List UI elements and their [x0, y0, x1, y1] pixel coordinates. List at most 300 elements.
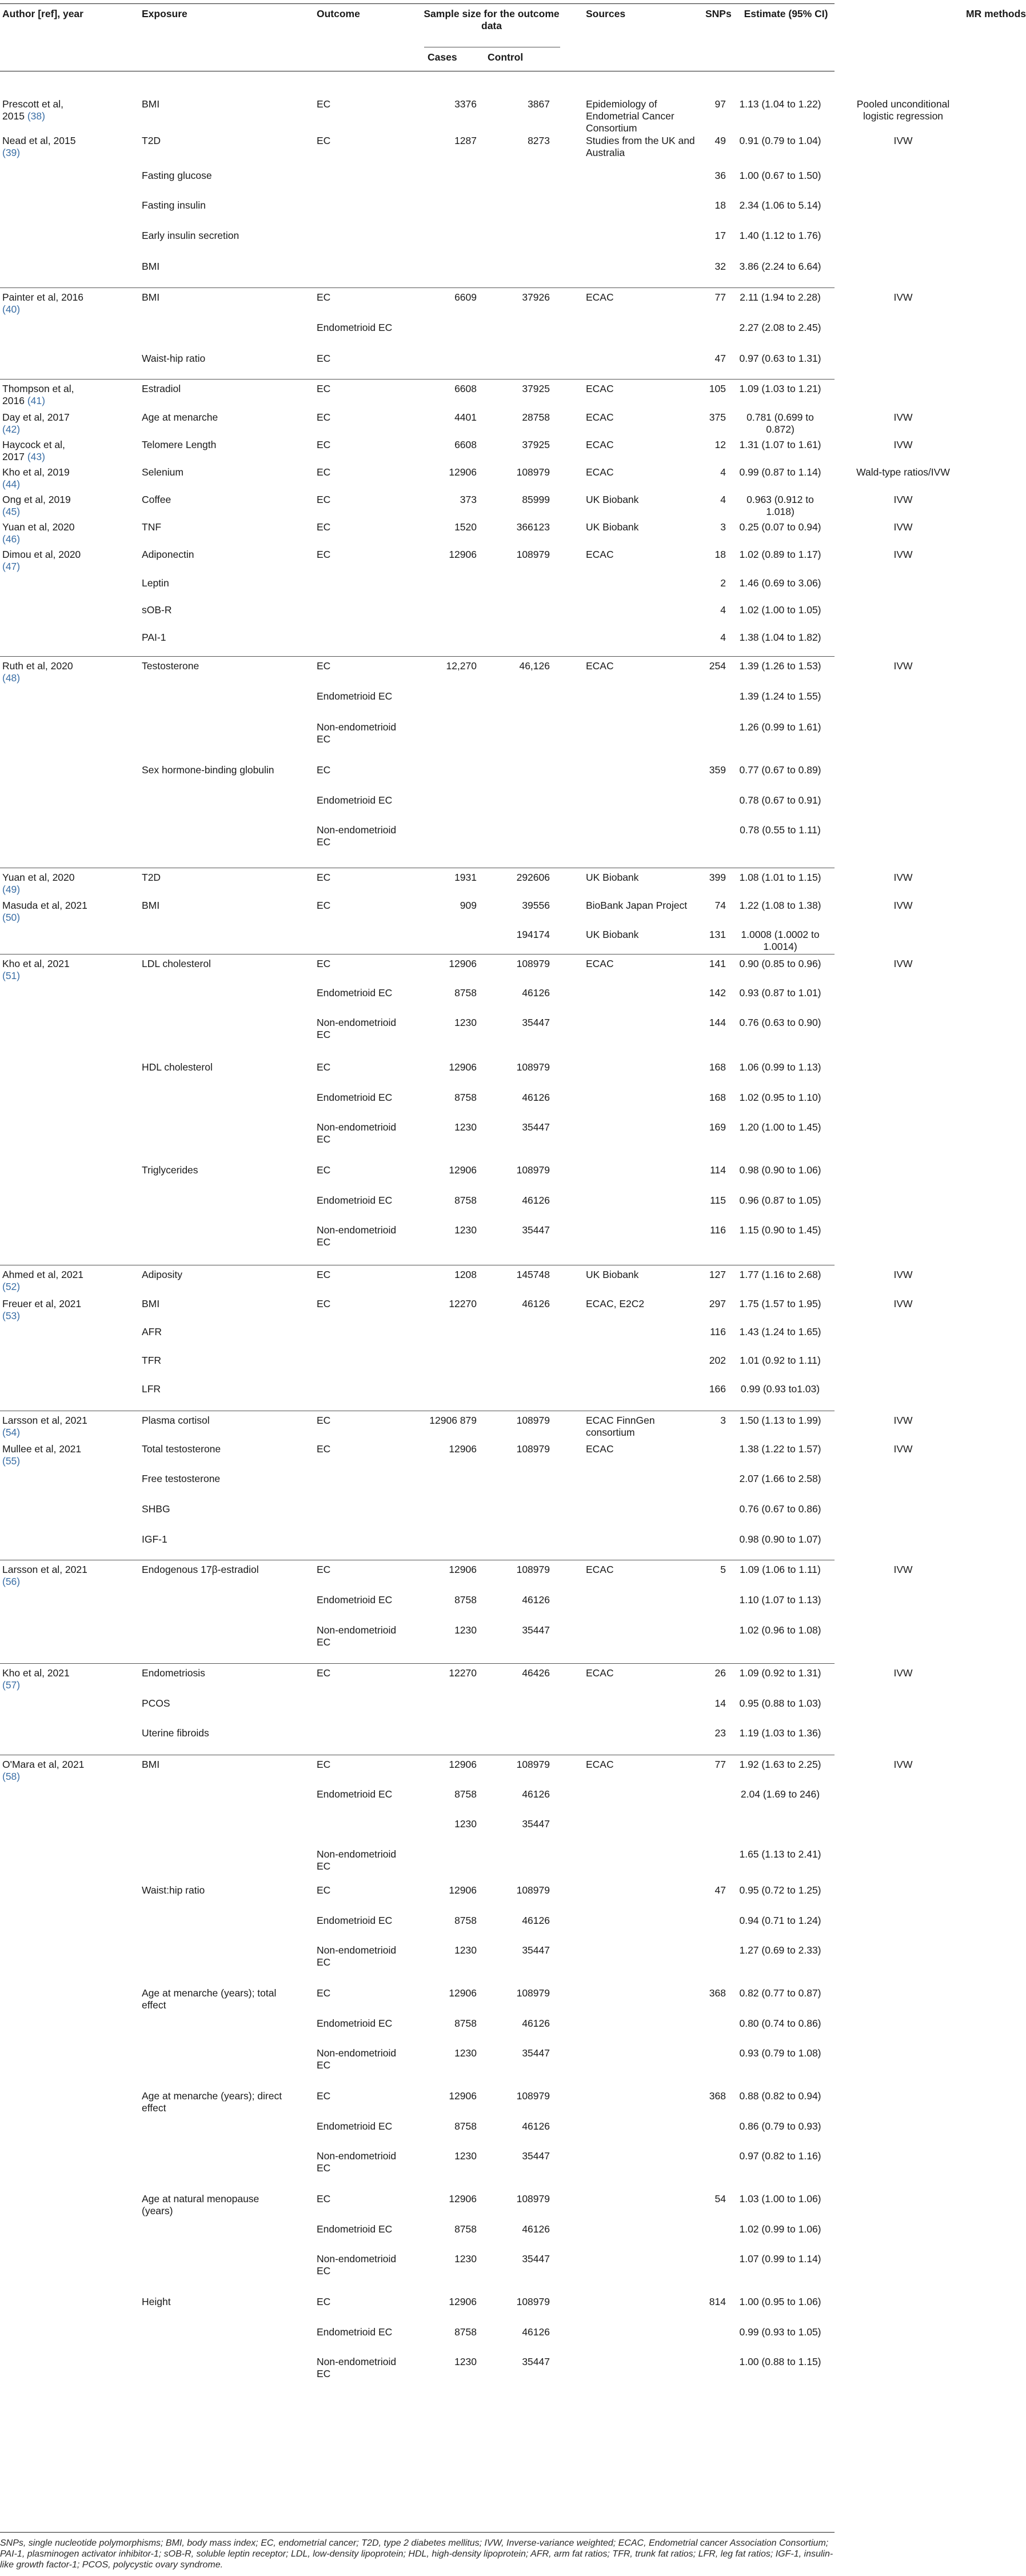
cell-snps: 18	[714, 199, 726, 211]
cell-snps: 17	[714, 230, 726, 241]
cell-control: 46,126	[519, 660, 550, 672]
cell-snps: 97	[714, 98, 726, 110]
author-name: Prescott et al, 2015	[2, 98, 63, 122]
cell-estimate: 1.09 (1.03 to 1.21)	[739, 383, 821, 394]
cell-estimate: 1.26 (0.99 to 1.61)	[739, 721, 821, 733]
cell-estimate: 1.02 (0.99 to 1.06)	[739, 2223, 821, 2235]
author-name: Larsson et al, 2021	[2, 1415, 87, 1426]
cell-exposure: Coffee	[142, 494, 171, 505]
cell-author	[2, 1667, 88, 1691]
cell-sources: ECAC	[586, 1564, 614, 1575]
cell-exposure: Triglycerides	[142, 1164, 198, 1176]
cell-exposure: Uterine fibroids	[142, 1727, 209, 1739]
cell-sources: ECAC	[586, 383, 614, 394]
cell-exposure: Age at menarche	[142, 412, 218, 423]
row-separator	[0, 1663, 835, 1664]
cell-estimate: 1.02 (0.89 to 1.17)	[739, 549, 821, 560]
cell-cases: 8758	[454, 1195, 477, 1206]
cell-snps: 116	[710, 1224, 726, 1236]
author-name: Larsson et al, 2021	[2, 1564, 87, 1575]
cell-cases: 373	[460, 494, 477, 505]
cell-author	[2, 1415, 88, 1439]
cell-outcome: EC	[317, 900, 331, 911]
cell-cases: 1520	[454, 521, 477, 533]
reference-link[interactable]: (43)	[27, 451, 45, 462]
cell-cases: 12906	[449, 1164, 477, 1176]
reference-link[interactable]: (58)	[2, 1771, 21, 1782]
cell-outcome: Non-endometrioid EC	[317, 1017, 397, 1040]
row-separator	[0, 656, 835, 657]
cell-snps: 114	[710, 1164, 726, 1176]
cell-exposure: T2D	[142, 872, 161, 883]
cell-exposure: SHBG	[142, 1503, 170, 1515]
cell-control: 35447	[522, 1944, 550, 1956]
cell-estimate: 0.97 (0.82 to 1.16)	[739, 2150, 821, 2162]
reference-link[interactable]: (57)	[2, 1679, 21, 1691]
cell-exposure: BMI	[142, 261, 160, 272]
cell-exposure: Fasting insulin	[142, 199, 206, 211]
cell-outcome: Endometrioid EC	[317, 2326, 393, 2338]
cell-estimate: 1.40 (1.12 to 1.76)	[739, 230, 821, 241]
cell-snps: 814	[709, 2296, 726, 2307]
cell-estimate: 2.34 (1.06 to 5.14)	[739, 199, 821, 211]
cell-cases: 1230	[454, 1121, 477, 1133]
cell-method: IVW	[893, 439, 913, 450]
cell-author	[2, 383, 88, 407]
cell-control: 108979	[516, 549, 550, 560]
cell-snps: 49	[714, 135, 726, 146]
cell-control: 145748	[516, 1269, 550, 1280]
cell-snps: 77	[714, 291, 726, 303]
cell-outcome: EC	[317, 466, 331, 478]
cell-cases: 1230	[454, 1017, 477, 1028]
cell-control: 46126	[522, 1594, 550, 1605]
reference-link[interactable]: (41)	[27, 395, 45, 406]
cell-exposure: Adiponectin	[142, 549, 194, 560]
cell-method: IVW	[893, 872, 913, 883]
cell-estimate: 2.27 (2.08 to 2.45)	[739, 322, 821, 333]
cell-outcome: Endometrioid EC	[317, 1915, 393, 1926]
cell-estimate: 1.00 (0.88 to 1.15)	[739, 2356, 821, 2367]
cell-control: 35447	[522, 1121, 550, 1133]
cell-snps: 4	[720, 494, 726, 505]
cell-cases: 6608	[454, 439, 477, 450]
cell-snps: 5	[720, 1564, 726, 1575]
cell-sources: ECAC	[586, 549, 614, 560]
reference-link[interactable]: (51)	[2, 970, 21, 981]
cell-sources: Epidemiology of Endometrial Cancer Consortium	[586, 98, 674, 134]
cell-estimate: 0.90 (0.85 to 0.96)	[739, 958, 821, 969]
cell-sources: ECAC	[586, 660, 614, 672]
cell-sources: ECAC	[586, 1667, 614, 1679]
cell-outcome: Non-endometrioid EC	[317, 2356, 397, 2379]
cell-snps: 77	[714, 1759, 726, 1770]
cell-snps: 23	[714, 1727, 726, 1739]
cell-estimate: 0.91 (0.79 to 1.04)	[739, 135, 821, 146]
cell-control: 35447	[522, 1017, 550, 1028]
cell-outcome: Endometrioid EC	[317, 322, 393, 333]
cell-snps: 166	[709, 1383, 726, 1395]
table-bottom-rule	[0, 2532, 835, 2533]
cell-snps: 168	[709, 1061, 726, 1073]
cell-outcome: EC	[317, 1061, 331, 1073]
cell-control: 35447	[522, 2356, 550, 2367]
cell-snps: 47	[714, 1884, 726, 1896]
cell-outcome: Endometrioid EC	[317, 1788, 393, 1800]
cell-cases: 12,270	[446, 660, 477, 672]
cell-estimate: 1.13 (1.04 to 1.22)	[739, 98, 821, 110]
cell-snps: 4	[720, 632, 726, 643]
cell-cases: 8758	[454, 987, 477, 999]
cell-snps: 54	[714, 2193, 726, 2204]
cell-control: 35447	[522, 1624, 550, 1636]
cell-estimate: 1.31 (1.07 to 1.61)	[739, 439, 821, 450]
cell-estimate: 1.27 (0.69 to 2.33)	[739, 1944, 821, 1956]
cell-outcome: EC	[317, 2296, 331, 2307]
cell-control: 108979	[516, 1443, 550, 1455]
cell-control: 108979	[516, 1987, 550, 1999]
author-name: Yuan et al, 2020	[2, 521, 75, 533]
cell-method: IVW	[893, 1269, 913, 1280]
cell-outcome: Non-endometrioid EC	[317, 1121, 397, 1145]
cell-cases: 12906	[449, 1564, 477, 1575]
cell-outcome: Endometrioid EC	[317, 794, 393, 806]
cell-estimate: 1.75 (1.57 to 1.95)	[739, 1298, 821, 1309]
cell-estimate: 0.96 (0.87 to 1.05)	[739, 1195, 821, 1206]
cell-estimate: 0.99 (0.87 to 1.14)	[739, 466, 821, 478]
author-name: Dimou et al, 2020	[2, 549, 81, 560]
cell-cases: 1230	[454, 1818, 477, 1830]
cell-control: 46126	[522, 1788, 550, 1800]
header-sample-size: Sample size for the outcome data	[424, 8, 560, 31]
cell-cases: 12906	[449, 549, 477, 560]
cell-cases: 8758	[454, 1594, 477, 1605]
cell-control: 46126	[522, 1298, 550, 1309]
cell-cases: 12270	[449, 1298, 477, 1309]
cell-snps: 131	[709, 929, 726, 940]
cell-control: 108979	[516, 1564, 550, 1575]
cell-estimate: 1.38 (1.22 to 1.57)	[739, 1443, 821, 1455]
cell-sources: ECAC	[586, 291, 614, 303]
cell-cases: 909	[460, 900, 477, 911]
reference-link[interactable]: (56)	[2, 1576, 21, 1587]
cell-author	[2, 660, 88, 684]
cell-outcome: EC	[317, 2090, 331, 2102]
cell-method: IVW	[893, 1298, 913, 1309]
cell-snps: 169	[709, 1121, 726, 1133]
reference-link[interactable]: (45)	[2, 506, 21, 517]
cell-outcome: EC	[317, 549, 331, 560]
reference-link[interactable]: (54)	[2, 1427, 21, 1438]
cell-method: IVW	[893, 1415, 913, 1426]
header-author: Author [ref], year	[2, 8, 83, 19]
author-name: Kho et al, 2019	[2, 466, 70, 478]
cell-snps: 368	[709, 1987, 726, 1999]
reference-link[interactable]: (55)	[2, 1455, 21, 1467]
cell-snps: 105	[709, 383, 726, 394]
reference-link[interactable]: (42)	[2, 424, 21, 435]
cell-estimate: 0.78 (0.55 to 1.11)	[740, 824, 821, 836]
cell-sources: ECAC	[586, 439, 614, 450]
cell-exposure: Leptin	[142, 577, 169, 589]
cell-snps: 115	[710, 1195, 726, 1206]
cell-author	[2, 412, 88, 436]
cell-estimate: 1.92 (1.63 to 2.25)	[739, 1759, 821, 1770]
cell-estimate: 1.46 (0.69 to 3.06)	[739, 577, 821, 589]
cell-outcome: EC	[317, 1884, 331, 1896]
cell-control: 3867	[528, 98, 550, 110]
cell-sources: ECAC	[586, 958, 614, 969]
reference-link[interactable]: (52)	[2, 1281, 21, 1292]
author-name: Thompson et al, 2016	[2, 383, 74, 406]
cell-snps: 368	[709, 2090, 726, 2102]
cell-estimate: 0.963 (0.912 to 1.018)	[746, 494, 814, 517]
cell-outcome: EC	[317, 383, 331, 394]
cell-control: 108979	[516, 466, 550, 478]
cell-exposure: T2D	[142, 135, 161, 146]
cell-cases: 8758	[454, 2326, 477, 2338]
cell-estimate: 1.02 (0.96 to 1.08)	[739, 1624, 821, 1636]
cell-cases: 3376	[454, 98, 477, 110]
author-name: Day et al, 2017	[2, 412, 70, 423]
cell-exposure: BMI	[142, 900, 160, 911]
cell-exposure: Age at natural menopause (years)	[142, 2193, 260, 2216]
reference-link[interactable]: (39)	[2, 147, 21, 158]
cell-estimate: 1.07 (0.99 to 1.14)	[739, 2253, 821, 2265]
cell-estimate: 2.07 (1.66 to 2.58)	[739, 1473, 821, 1484]
cell-snps: 18	[714, 549, 726, 560]
cell-outcome: EC	[317, 439, 331, 450]
cell-outcome: EC	[317, 353, 331, 364]
reference-link[interactable]: (38)	[27, 110, 45, 122]
cell-snps: 12	[714, 439, 726, 450]
cell-sources: ECAC, E2C2	[586, 1298, 645, 1309]
cell-control: 292606	[516, 872, 550, 883]
author-name: Kho et al, 2021	[2, 1667, 70, 1679]
cell-outcome: EC	[317, 1443, 331, 1455]
cell-outcome: EC	[317, 2193, 331, 2204]
cell-author	[2, 439, 88, 463]
reference-link[interactable]: (50)	[2, 912, 21, 923]
cell-snps: 4	[720, 604, 726, 616]
cell-cases: 1230	[454, 2150, 477, 2162]
cell-outcome: Non-endometrioid EC	[317, 824, 397, 848]
cell-cases: 12270	[449, 1667, 477, 1679]
cell-author	[2, 521, 88, 545]
cell-control: 108979	[516, 1164, 550, 1176]
reference-link[interactable]: (49)	[2, 884, 21, 895]
cell-method: IVW	[893, 958, 913, 969]
cell-snps: 127	[709, 1269, 726, 1280]
cell-control: 39556	[522, 900, 550, 911]
author-name: Painter et al, 2016	[2, 291, 84, 303]
author-name: O'Mara et al, 2021	[2, 1759, 85, 1770]
cell-outcome: Endometrioid EC	[317, 987, 393, 999]
cell-exposure: BMI	[142, 1298, 160, 1309]
cell-outcome: EC	[317, 764, 331, 776]
cell-outcome: Non-endometrioid EC	[317, 2150, 397, 2174]
cell-sources: ECAC FinnGen consortium	[586, 1415, 655, 1438]
cell-estimate: 1.00 (0.67 to 1.50)	[739, 170, 821, 181]
cell-exposure: Age at menarche (years); total effect	[142, 1987, 277, 2011]
table-footnote: SNPs, single nucleotide polymorphisms; BMI, body mass index; EC, endometrial cancer; T2D, type 2 diabetes mellitus; IVW, Inverse-variance weighted; ECAC, Endometrial cancer Association Consortium; PAI-1, plasminogen activator inhibitor-1; sOB-R, soluble leptin receptor; LDL, low-density lipoprotein; HDL, high-density lipoprotein; AFR, arm fat ratios; TFR, trunk fat ratios; LFR, leg fat ratios; IGF-1, insulin-like growth factor-1; PCOS, polycystic ovary syndrome.	[0, 2538, 833, 2570]
cell-estimate: 1.08 (1.01 to 1.15)	[739, 872, 821, 883]
cell-control: 85999	[522, 494, 550, 505]
header-estimate: Estimate (95% CI)	[744, 8, 828, 19]
cell-outcome: Non-endometrioid EC	[317, 1224, 397, 1248]
reference-link[interactable]: (46)	[2, 533, 21, 545]
cell-cases: 1230	[454, 2047, 477, 2059]
cell-estimate: 1.0008 (1.0002 to 1.0014)	[741, 929, 820, 952]
cell-estimate: 0.93 (0.79 to 1.08)	[739, 2047, 821, 2059]
cell-exposure: BMI	[142, 1759, 160, 1770]
cell-cases: 12906	[449, 2296, 477, 2307]
cell-exposure: HDL cholesterol	[142, 1061, 213, 1073]
cell-estimate: 0.94 (0.71 to 1.24)	[739, 1915, 821, 1926]
cell-estimate: 0.99 (0.93 to 1.05)	[739, 2326, 821, 2338]
author-name: Ong et al, 2019	[2, 494, 71, 505]
cell-estimate: 0.82 (0.77 to 0.87)	[739, 1987, 821, 1999]
cell-cases: 12906	[449, 1759, 477, 1770]
cell-estimate: 1.02 (0.95 to 1.10)	[739, 1092, 821, 1103]
header-outcome: Outcome	[317, 8, 360, 19]
cell-exposure: Estradiol	[142, 383, 181, 394]
cell-estimate: 1.20 (1.00 to 1.45)	[739, 1121, 821, 1133]
cell-control: 46126	[522, 2223, 550, 2235]
cell-control: 37926	[522, 291, 550, 303]
cell-estimate: 3.86 (2.24 to 6.64)	[739, 261, 821, 272]
cell-sources: Studies from the UK and Australia	[586, 135, 695, 158]
cell-sources: UK Biobank	[586, 1269, 639, 1280]
cell-outcome: EC	[317, 98, 331, 110]
header-sources: Sources	[586, 8, 626, 19]
cell-estimate: 1.77 (1.16 to 2.68)	[739, 1269, 821, 1280]
cell-cases: 1230	[454, 1624, 477, 1636]
cell-cases: 4401	[454, 412, 477, 423]
cell-control: 108979	[516, 2193, 550, 2204]
cell-control: 35447	[522, 2150, 550, 2162]
cell-estimate: 1.38 (1.04 to 1.82)	[739, 632, 821, 643]
cell-exposure: Early insulin secretion	[142, 230, 239, 241]
cell-sources: UK Biobank	[586, 929, 639, 940]
table-top-rule	[0, 3, 835, 4]
cell-exposure: LDL cholesterol	[142, 958, 211, 969]
cell-author	[2, 494, 88, 518]
reference-link[interactable]: (44)	[2, 478, 21, 490]
cell-cases: 1230	[454, 2356, 477, 2367]
cell-outcome: EC	[317, 291, 331, 303]
cell-author	[2, 1564, 88, 1588]
cell-exposure: Plasma cortisol	[142, 1415, 210, 1426]
cell-snps: 32	[714, 261, 726, 272]
reference-link[interactable]: (47)	[2, 561, 21, 572]
cell-estimate: 0.76 (0.63 to 0.90)	[739, 1017, 821, 1028]
cell-estimate: 0.86 (0.79 to 0.93)	[739, 2120, 821, 2132]
author-name: Freuer et al, 2021	[2, 1298, 82, 1309]
cell-cases: 1287	[454, 135, 477, 146]
cell-exposure: sOB-R	[142, 604, 172, 616]
cell-cases: 8758	[454, 2120, 477, 2132]
cell-sources: ECAC	[586, 1759, 614, 1770]
cell-control: 108979	[516, 2090, 550, 2102]
cell-cases: 12906	[449, 958, 477, 969]
reference-link[interactable]: (53)	[2, 1310, 21, 1321]
cell-snps: 4	[720, 466, 726, 478]
cell-outcome: EC	[317, 135, 331, 146]
cell-estimate: 0.88 (0.82 to 0.94)	[739, 2090, 821, 2102]
cell-author	[2, 900, 88, 924]
cell-exposure: Age at menarche (years); direct effect	[142, 2090, 282, 2114]
cell-snps: 2	[720, 577, 726, 589]
cell-estimate: 0.95 (0.88 to 1.03)	[739, 1698, 821, 1709]
reference-link[interactable]: (48)	[2, 672, 21, 684]
cell-method: Wald-type ratios/IVW	[856, 466, 950, 478]
cell-author	[2, 1443, 88, 1467]
cell-control: 46126	[522, 1092, 550, 1103]
cell-exposure: Testosterone	[142, 660, 199, 672]
cell-snps: 3	[720, 521, 726, 533]
cell-exposure: BMI	[142, 98, 160, 110]
cell-snps: 359	[709, 764, 726, 776]
cell-snps: 297	[709, 1298, 726, 1309]
header-snps: SNPs	[705, 8, 732, 19]
cell-outcome: EC	[317, 1298, 331, 1309]
cell-cases: 12906	[449, 1987, 477, 1999]
reference-link[interactable]: (40)	[2, 303, 21, 315]
cell-estimate: 2.11 (1.94 to 2.28)	[740, 291, 821, 303]
cell-author	[2, 958, 88, 982]
cell-outcome: EC	[317, 1667, 331, 1679]
cell-cases: 1230	[454, 1944, 477, 1956]
cell-cases: 12906 879	[429, 1415, 477, 1426]
cell-outcome: Non-endometrioid EC	[317, 2253, 397, 2277]
cell-snps: 168	[709, 1092, 726, 1103]
cell-outcome: EC	[317, 521, 331, 533]
cell-estimate: 1.43 (1.24 to 1.65)	[739, 1326, 821, 1337]
cell-cases: 8758	[454, 1092, 477, 1103]
cell-cases: 1208	[454, 1269, 477, 1280]
cell-exposure: PCOS	[142, 1698, 170, 1709]
cell-control: 35447	[522, 1818, 550, 1830]
cell-cases: 1230	[454, 1224, 477, 1236]
cell-exposure: PAI-1	[142, 632, 166, 643]
cell-exposure: AFR	[142, 1326, 162, 1337]
cell-estimate: 1.19 (1.03 to 1.36)	[739, 1727, 821, 1739]
author-name: Mullee et al, 2021	[2, 1443, 82, 1455]
cell-exposure: LFR	[142, 1383, 161, 1395]
cell-cases: 1931	[454, 872, 477, 883]
cell-snps: 47	[714, 353, 726, 364]
cell-method: IVW	[893, 1667, 913, 1679]
cell-snps: 142	[709, 987, 726, 999]
cell-exposure: TFR	[142, 1355, 162, 1366]
cell-estimate: 0.98 (0.90 to 1.07)	[739, 1533, 821, 1545]
cell-control: 46126	[522, 1915, 550, 1926]
cell-cases: 12906	[449, 2193, 477, 2204]
cell-outcome: EC	[317, 1759, 331, 1770]
cell-estimate: 1.39 (1.24 to 1.55)	[739, 690, 821, 702]
cell-estimate: 2.04 (1.69 to 246)	[740, 1788, 820, 1800]
cell-outcome: EC	[317, 1987, 331, 1999]
cell-snps: 141	[709, 958, 726, 969]
header-cases: Cases	[428, 51, 457, 63]
cell-exposure: Height	[142, 2296, 171, 2307]
cell-author	[2, 1759, 88, 1783]
cell-outcome: Non-endometrioid EC	[317, 2047, 397, 2071]
cell-snps: 144	[709, 1017, 726, 1028]
cell-control: 194174	[516, 929, 550, 940]
cell-snps: 36	[714, 170, 726, 181]
